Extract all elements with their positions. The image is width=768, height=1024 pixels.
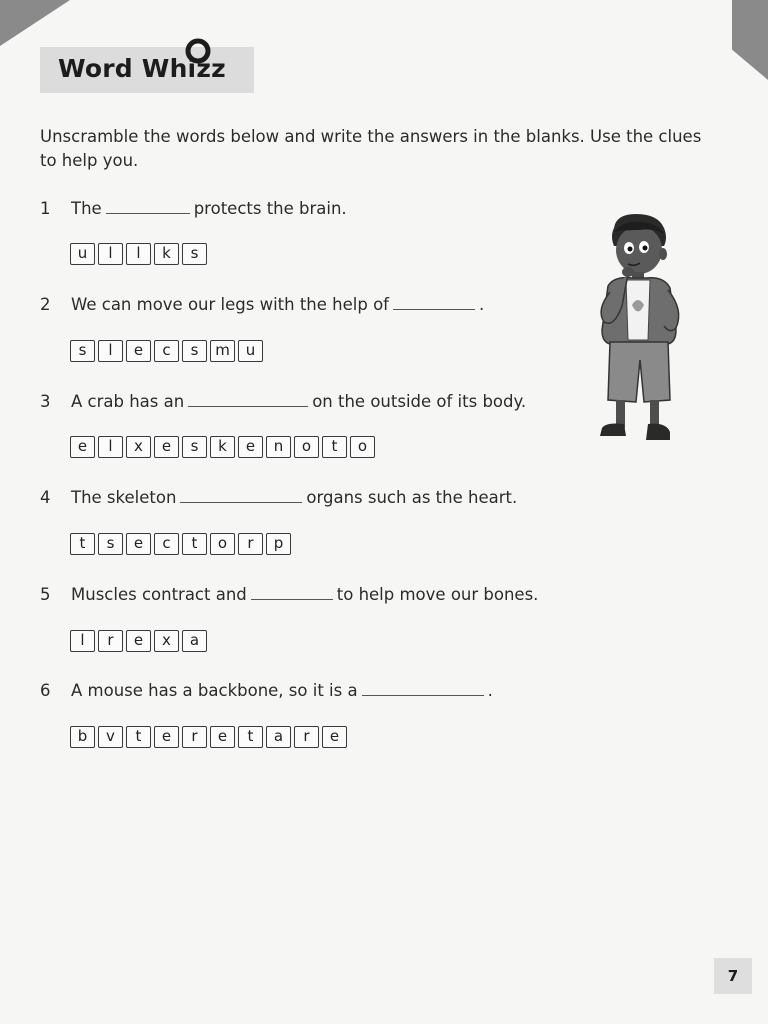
page-number: 7	[714, 958, 752, 994]
letter-tile: b	[70, 726, 95, 748]
letter-tile: o	[210, 533, 235, 555]
answer-blank[interactable]	[188, 392, 308, 407]
letter-tile: t	[238, 726, 263, 748]
question-text-before: We can move our legs with the help of	[71, 295, 389, 314]
thinking-boy-icon	[584, 210, 694, 450]
letter-tile: x	[154, 630, 179, 652]
question-number: 1	[40, 199, 51, 218]
question-number: 4	[40, 488, 51, 507]
letter-tile: s	[70, 340, 95, 362]
letter-tile: r	[294, 726, 319, 748]
letter-tile: k	[154, 243, 179, 265]
letter-tile: e	[154, 726, 179, 748]
question-text-before: A crab has an	[71, 392, 185, 411]
letter-tile: o	[294, 436, 319, 458]
letter-tile: e	[154, 436, 179, 458]
letter-tile: e	[238, 436, 263, 458]
question-text-before: The	[71, 199, 102, 218]
letter-tile: e	[210, 726, 235, 748]
page-corner-decoration-right	[732, 0, 768, 80]
letter-tile: e	[126, 533, 151, 555]
letter-tile: r	[98, 630, 123, 652]
letter-tile: e	[126, 630, 151, 652]
answer-blank[interactable]	[180, 488, 302, 503]
question-number: 5	[40, 585, 51, 604]
letter-tile: s	[182, 243, 207, 265]
letter-tile: t	[182, 533, 207, 555]
page-corner-decoration	[0, 0, 70, 46]
question-text-after: .	[478, 295, 485, 314]
question-text-after: organs such as the heart.	[306, 488, 518, 507]
question-4	[40, 487, 517, 509]
question-2	[40, 294, 484, 316]
letter-tile: e	[322, 726, 347, 748]
question-5	[40, 584, 538, 606]
letter-tiles-4	[70, 533, 291, 555]
question-text-after: to help move our bones.	[336, 585, 539, 604]
letter-tile: s	[182, 436, 207, 458]
question-text-before: Muscles contract and	[71, 585, 247, 604]
question-3	[40, 391, 526, 413]
letter-tile: s	[98, 533, 123, 555]
letter-tiles-1	[70, 243, 207, 265]
letter-tiles-5	[70, 630, 207, 652]
letter-tiles-2	[70, 340, 263, 362]
question-text-before: The skeleton	[71, 488, 177, 507]
question-text-before: A mouse has a backbone, so it is a	[71, 681, 358, 700]
question-text-after: on the outside of its body.	[312, 392, 527, 411]
question-1	[40, 198, 347, 220]
letter-tile: l	[98, 340, 123, 362]
letter-tile: e	[126, 340, 151, 362]
letter-tile: r	[182, 726, 207, 748]
question-text-after: .	[487, 681, 493, 700]
letter-tile: p	[266, 533, 291, 555]
question-number: 3	[40, 392, 51, 411]
question-6	[40, 680, 493, 702]
answer-blank[interactable]	[393, 295, 475, 310]
instructions-text: Unscramble the words below and write the answers in the blanks. Use the clues to help you.	[40, 127, 702, 170]
letter-tile: l	[126, 243, 151, 265]
letter-tile: l	[98, 243, 123, 265]
letter-tile: n	[266, 436, 291, 458]
letter-tile: o	[350, 436, 375, 458]
answer-blank[interactable]	[106, 199, 190, 214]
letter-tile: k	[210, 436, 235, 458]
letter-tile: t	[126, 726, 151, 748]
letter-tile: t	[70, 533, 95, 555]
letter-tiles-6	[70, 726, 347, 748]
letter-tile: c	[154, 340, 179, 362]
letter-tile: e	[70, 436, 95, 458]
letter-tile: x	[126, 436, 151, 458]
question-text-after: protects the brain.	[193, 199, 347, 218]
letter-tile: t	[322, 436, 347, 458]
letter-tile: a	[266, 726, 291, 748]
letter-tile: l	[98, 436, 123, 458]
letter-tile: r	[238, 533, 263, 555]
question-number: 2	[40, 295, 51, 314]
letter-tile: m	[210, 340, 235, 362]
page-title: Word Whizz	[58, 54, 226, 83]
letter-tile: c	[154, 533, 179, 555]
letter-tile: a	[182, 630, 207, 652]
question-number: 6	[40, 681, 51, 700]
letter-tile: u	[70, 243, 95, 265]
answer-blank[interactable]	[251, 585, 333, 600]
letter-tile: l	[70, 630, 95, 652]
letter-tiles-3	[70, 436, 375, 458]
letter-tile: s	[182, 340, 207, 362]
letter-tile: u	[238, 340, 263, 362]
letter-tile: v	[98, 726, 123, 748]
answer-blank[interactable]	[362, 681, 484, 696]
